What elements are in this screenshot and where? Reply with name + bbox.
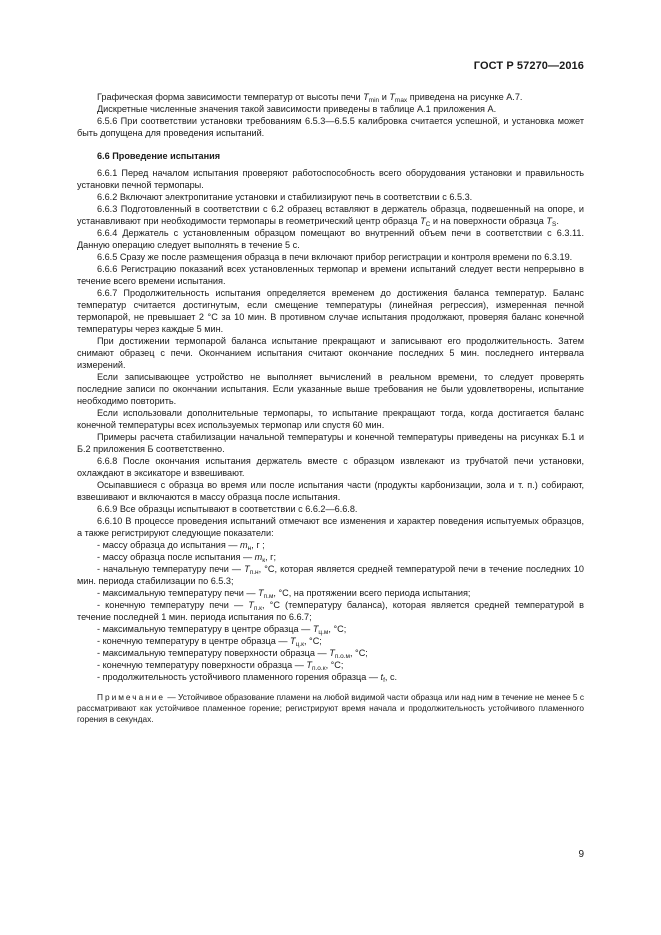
note-label: Примечание — [97, 692, 166, 702]
paragraph-6-6-8: 6.6.8 После окончания испытания держатель вместе с образцом извлекают из трубчатой печи установки, охлаждают в эксикаторе и взвешивают. — [77, 456, 584, 478]
paragraph-6-6-4: 6.6.4 Держатель с установленным образцом помещают во внутренний объем печи в соответствии с 6.3.11. Данную операцию следует выполнять в течение 5 с. — [77, 228, 584, 250]
paragraph-6-5-6: 6.5.6 При соответствии установки требованиям 6.5.3—6.5.5 калибровка считается успешной, и установка может быть допущена для проведения испытаний. — [77, 116, 584, 138]
paragraph-6-6-6: 6.6.6 Регистрацию показаний всех установленных термопар и времени испытаний следует вести непрерывно в течение всего времени испытания. — [77, 264, 584, 286]
list-item: - массу образца после испытания — $m_к$, г; — [97, 552, 277, 564]
paragraph-table-ref: Дискретные численные значения такой зависимости приведены в таблице А.1 приложения А. — [97, 104, 497, 114]
list-item: - продолжительность устойчивого пламенного горения образца — $t_f$, с. — [97, 672, 398, 684]
list-item: - конечную температуру в центре образца — $T_{ц.к}$, °С; — [97, 636, 322, 648]
paragraph-6-6-10: 6.6.10 В процессе проведения испытаний отмечают все изменения и характер поведения испытуемых образцов, а также регистрируют следующие показатели: — [77, 516, 584, 538]
paragraph-6-6-9: 6.6.9 Все образцы испытывают в соответствии с 6.6.2—6.6.8. — [97, 504, 358, 514]
note — [77, 692, 584, 725]
document-body — [77, 91, 584, 725]
paragraph-6-6-7-e: Примеры расчета стабилизации начальной температуры и конечной температуры приведены на рисунках Б.1 и Б.2 приложения Б соответственно. — [77, 432, 584, 454]
list-item: - массу образца до испытания — $m_н$, г ; — [97, 540, 265, 552]
paragraph-6-6-5: 6.6.5 Сразу же после размещения образца в печи включают прибор регистрации и контроля времени по 6.3.19. — [97, 252, 573, 262]
list-item: - конечную температуру печи — $T_{п.к}$, °С (температуру баланса), которая является средней температурой в течение последней 1 мин. периода испытания по 6.6.7; — [77, 600, 584, 622]
document-code: ГОСТ Р 57270—2016 — [473, 60, 584, 72]
section-heading: 6.6 Проведение испытания — [97, 151, 221, 161]
list-item: - максимальную температуру печи — $T_{п.м}$, °С, на протяжении всего периода испытания; — [97, 588, 471, 600]
note-text: — Устойчивое образование пламени на любой видимой части образца или над ним в течение не менее 5 с рассматривают как устойчивое пламенное горение; регистрируют время начала и продолжительность устойчивого пламенного горения в секундах. — [77, 692, 584, 724]
page-number: 9 — [578, 849, 584, 860]
paragraph-figure-ref: Графическая форма зависимости температур от высоты печи $T_{min}$ и $T_{max}$ приведена на рисунке А.7. — [97, 92, 523, 104]
paragraph-6-6-8-b: Осыпавшиеся с образца во время или после испытания части (продукты карбонизации, зола и т. п.) собирают, взвешивают и включаются в массу образца после испытания. — [77, 480, 584, 502]
list-item: - максимальную температуру в центре образца — $T_{ц.м}$, °С; — [97, 624, 347, 636]
paragraph-6-6-7: 6.6.7 Продолжительность испытания определяется временем до достижения баланса температур. Баланс температур считается достигнутым, если смещение температуры (линейная регрессия), измеренная печной термопарой, не превышает 2 °С за 10 мин. В противном случае испытания продолжают, проверяя баланс конечной температуры через каждые 5 мин. — [77, 288, 584, 334]
paragraph-6-6-7-d: Если использовали дополнительные термопары, то испытание прекращают тогда, когда достигается баланс конечной температуры всех используемых термопар или спустя 60 мин. — [77, 408, 584, 430]
paragraph-6-6-1: 6.6.1 Перед началом испытания проверяют работоспособность всего оборудования установки и правильность установки печной термопары. — [77, 168, 584, 190]
indicator-list — [77, 539, 584, 683]
list-item: - начальную температуру печи — $T_{п.н}$, °С, которая является средней температурой печи в течение последних 10 мин. периода стабилизации по 6.5.3; — [77, 564, 584, 586]
list-item: - конечную температуру поверхности образца — $T_{п.о.к}$, °С; — [97, 660, 344, 672]
paragraph-6-6-7-c: Если записывающее устройство не выполняет вычислений в реальном времени, то следует проверять последние записи по окончании испытания. Если указанные выше требования не были удовлетворены, испытание необходимо повторить. — [77, 372, 584, 406]
paragraph-6-6-2: 6.6.2 Включают электропитание установки и стабилизируют печь в соответствии с 6.5.3. — [97, 192, 473, 202]
paragraph-6-6-3: 6.6.3 Подготовленный в соответствии с 6.2 образец вставляют в держатель образца, подвешенный на опоре, и устанавливают при необходимости термопары в геометрический центр образца $T_C$ и на поверхности образца $T_S$. — [77, 204, 584, 228]
paragraph-6-6-7-b: При достижении термопарой баланса испытание прекращают и записывают его продолжительность. Затем снимают образец с печи. Окончанием испытания считают окончание последних 5 мин. последнего интервала измерений. — [77, 336, 584, 370]
list-item: - максимальную температуру поверхности образца — $T_{п.о.м}$, °С; — [97, 648, 368, 660]
